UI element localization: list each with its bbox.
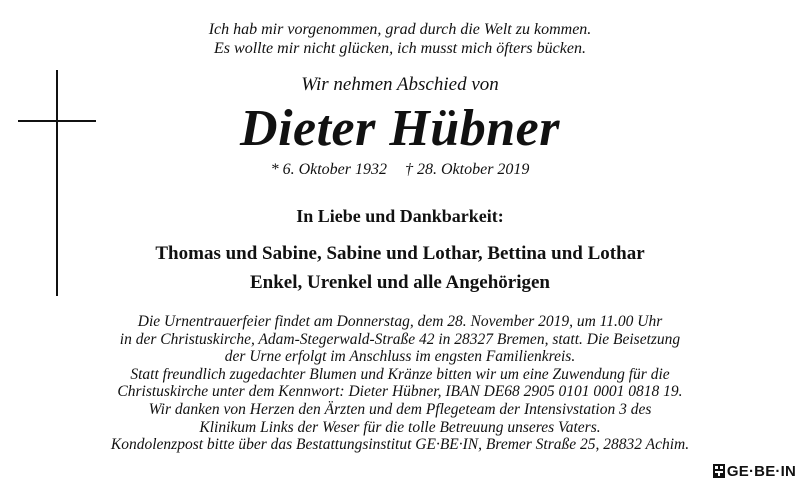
birth-date: * 6. Oktober 1932: [270, 161, 387, 178]
intro-text: Wir nehmen Abschied von: [301, 74, 499, 95]
family-line: Enkel, Urenkel und alle Angehörigen: [249, 272, 550, 293]
details-line: Die Urnentrauerfeier findet am Donnerstag, dem 28. November 2019, um 11.00 Uhr: [137, 313, 663, 330]
gebein-logo-text: GE·BE·IN: [726, 462, 796, 480]
gebein-logo-icon: [713, 464, 725, 478]
death-date: † 28. Oktober 2019: [405, 161, 530, 178]
service-details: [0, 313, 800, 454]
details-line: Klinikum Links der Weser für die tolle Betreuung unseres Vaters.: [199, 418, 601, 436]
details-line: Kondolenzpost bitte über das Bestattungsinstitut GE·BE·IN, Bremer Straße 25, 28832 Achim.: [110, 436, 690, 454]
poem-line: Es wollte mir nicht glücken, ich musst mich öfters bücken.: [214, 40, 586, 57]
deceased-name: Dieter Hübner: [240, 100, 560, 157]
details-line: in der Christuskirche, Adam-Stegerwald-Straße 42 in 28327 Bremen, statt. Die Beisetzung: [119, 330, 681, 348]
details-line: der Urne erfolgt im Anschluss im engsten Familienkreis.: [224, 348, 576, 366]
poem: [0, 20, 800, 58]
details-line: Statt freundlich zugedachter Blumen und Kränze bitten wir um eine Zuwendung für die: [130, 365, 670, 383]
life-dates: [0, 160, 800, 180]
gebein-logo: [713, 462, 796, 480]
thanks-heading: In Liebe und Dankbarkeit:: [296, 206, 504, 226]
details-line: Wir danken von Herzen den Ärzten und dem Pflegeteam der Intensivstation 3 des: [148, 400, 652, 418]
family-names: [0, 239, 800, 297]
poem-line: Ich hab mir vorgenommen, grad durch die Welt zu kommen.: [208, 21, 592, 38]
family-line: Thomas und Sabine, Sabine und Lothar, Bettina und Lothar: [155, 243, 645, 264]
details-line: Christuskirche unter dem Kennwort: Dieter Hübner, IBAN DE68 2905 0101 0001 0818 19.: [117, 383, 683, 401]
